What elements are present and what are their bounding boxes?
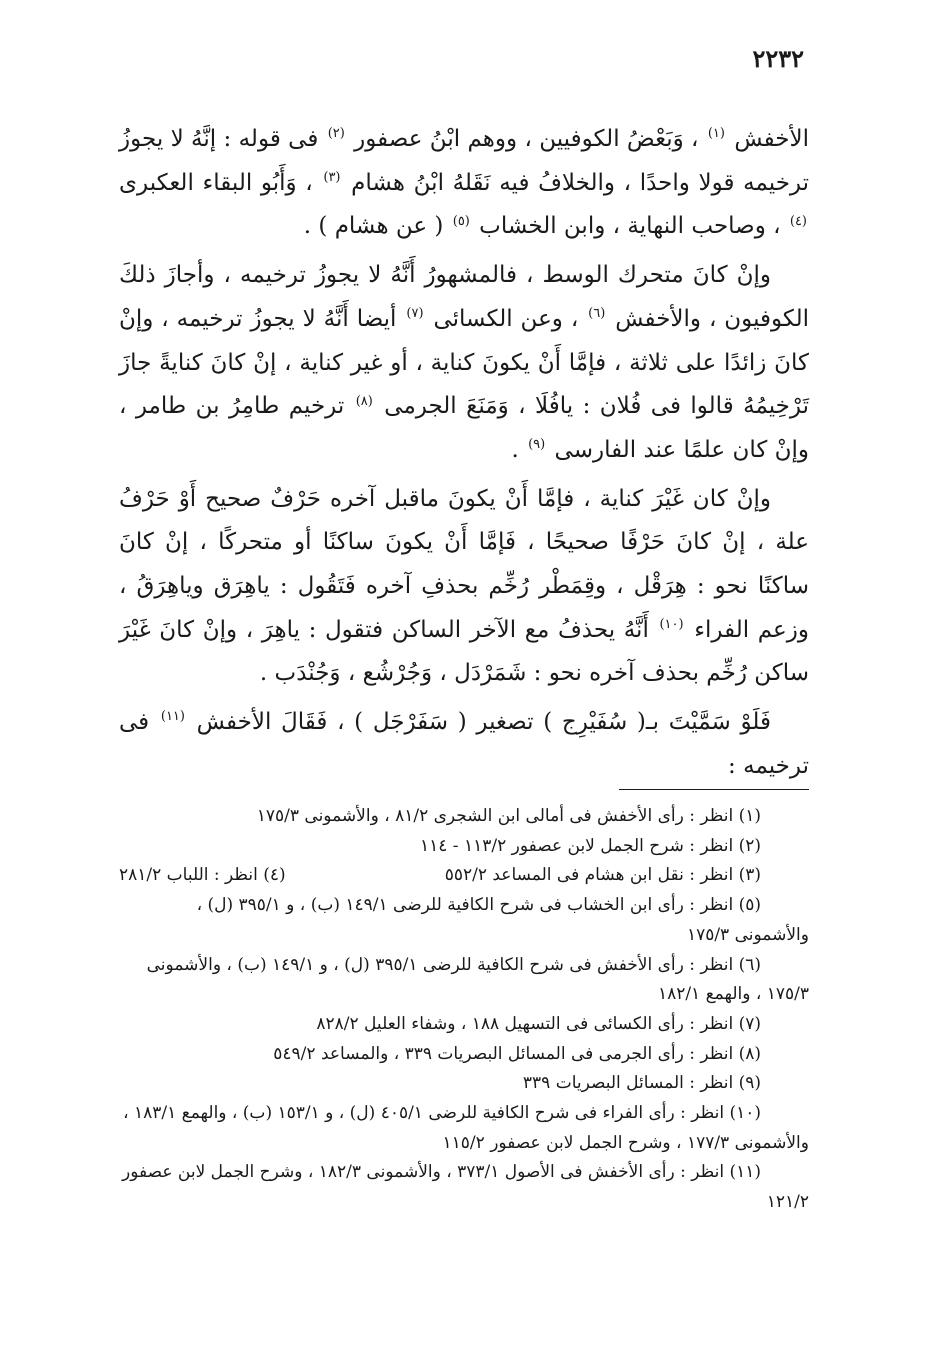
paragraph (119, 254, 809, 473)
paragraph-text: فَلَوْ سَمَّيْتَ بـ( سُفَيْرِج ) تصغير ( سَفَرْجَل ) ، فَقَالَ الأخفش (186, 709, 771, 736)
footnote: (٤) انظر : اللباب ٢٨١/٢ (119, 865, 286, 886)
footnote: (١٠) انظر : رأى الفراء فى شرح الكافية للرضى ٤٠٥/١ (ل) ، و ١٥٣/١ (ب) ، والهمع ١٨٣/١ ، (123, 1103, 761, 1124)
paragraph-text: أَنَّهُ يحذفُ مع الآخر الساكن فتقول : ياهِرَ ، وإنْ كانَ غَيْرَ ساكن رُخِّم بحذف آخره نحو : شَمَرْدَل ، وَجُرْشُع ، وَجُنْدَب . (119, 616, 809, 687)
footnote-continuation: ١٢١/٢ (766, 1192, 809, 1213)
footnote-divider (619, 789, 809, 790)
paragraph-text: ترخيم طامِرُ بن طامر ، وإنْ كان علمًا عند الفارسى (119, 393, 809, 463)
footnote-ref: (٦) (588, 306, 606, 322)
footnote-pair (119, 861, 809, 891)
paragraph-text: فى ترخيمه : (119, 709, 809, 779)
footnotes-section (119, 802, 809, 1218)
footnote-continuation: ١٧٥/٣ ، والهمع ١٨٢/١ (657, 984, 809, 1005)
footnote: (١) انظر : رأى الأخفش فى أمالى ابن الشجرى ٨١/٢ ، والأشمونى ١٧٥/٣ (256, 806, 761, 826)
paragraph-text: الأخفش (726, 126, 809, 152)
footnote-continuation: والأشمونى ١٧٧/٣ ، وشرح الجمل لابن عصفور ١١٥/٢ (442, 1132, 809, 1153)
page-number: ٢٢٣٢ (752, 44, 804, 73)
footnote-ref: (٢) (327, 126, 345, 142)
footnote-ref: (١١) (160, 709, 185, 725)
footnote-continuation: والأشمونى ١٧٥/٣ (686, 924, 809, 945)
paragraph-text: وإنْ كان غَيْرَ كناية ، فإمَّا أَنْ يكونَ ماقبل آخره حَرْفٌ صحيح أَوْ حَرْفُ علة ، إنْ كانَ حَرْفًا صحيحًا ، فَإمَّا أَنْ يكونَ ساكنًا أو متحركًا ، إنْ كانَ ساكنًا نحو : هِرَقْل ، وقِمَطْر رُخِّم بحذفِ آخره فَتَقُول : ياهِرَق وياهِرَقُ ، وزعم الفراء (119, 485, 809, 643)
footnote: (٢) انظر : شرح الجمل لابن عصفور ١١٣/٢ - ١١٤ (419, 835, 761, 856)
footnote: (٩) انظر : المسائل البصريات ٣٣٩ (522, 1073, 761, 1094)
paragraph (119, 118, 809, 249)
footnote-ref: (٣) (323, 170, 341, 186)
paragraph-text: ( عن هشام ) . (303, 213, 451, 240)
paragraph-text: أيضا أَنَّهُ لا يجوزُ ترخيمه ، وإنْ كانَ زائدًا على ثلاثة ، فإمَّا أَنْ يكونَ كناية ، أو غير كناية ، إنْ كانَ كنايةً جازَ تَرْخِيمُهُ قالوا فى فُلان : يافُلَا ، وَمَنَعَ الجرمى (119, 305, 809, 420)
footnote: (٨) انظر : رأى الجرمى فى المسائل البصريات ٣٣٩ ، والمساعد ٥٤٩/٢ (273, 1043, 761, 1064)
footnote-ref: (٩) (528, 437, 546, 453)
paragraph (119, 701, 809, 788)
footnote: (٥) انظر : رأى ابن الخشاب فى شرح الكافية للرضى ١٤٩/١ (ب) ، و ٣٩٥/١ (ل) ، (196, 895, 761, 916)
footnote-ref: (٤) (789, 213, 807, 229)
paragraph-text: ، وَبَعْضُ الكوفيين ، ووهم ابْنُ عصفور (346, 126, 706, 152)
footnote-ref: (٨) (355, 393, 373, 409)
footnote: (٣) انظر : نقل ابن هشام فى المساعد ٥٥٢/٢ (444, 865, 761, 886)
paragraph-text: فى قوله : إنَّهُ لا يجوزُ ترخيمه قولا واحدًا ، والخلافُ فيه نَقَلهُ ابْنُ هشام (119, 126, 809, 196)
footnote: (١١) انظر : رأى الأخفش فى الأصول ٣٧٣/١ ، والأشمونى ١٨٢/٣ ، وشرح الجمل لابن عصفور (122, 1162, 761, 1183)
footnote: (٦) انظر : رأى الأخفش فى شرح الكافية للرضى ٣٩٥/١ (ل) ، و ١٤٩/١ (ب) ، والأشمونى (146, 954, 761, 975)
paragraph-text: ، وعن الكسائى (425, 305, 587, 332)
footnote-ref: (٥) (452, 213, 470, 229)
paragraph-text: ، وصاحب النهاية ، وابن الخشاب (471, 213, 788, 240)
footnote-ref: (١) (707, 126, 725, 142)
footnote: (٧) انظر : رأى الكسائى فى التسهيل ١٨٨ ، وشفاء العليل ٨٢٨/٢ (316, 1013, 761, 1034)
footnote-ref: (١٠) (659, 617, 684, 633)
paragraph-text: وإنْ كانَ متحرك الوسط ، فالمشهورُ أَنَّهُ لا يجوزُ ترخيمه ، وأجازَ ذلكَ الكوفيون ، والأخفش (119, 262, 809, 332)
paragraph (119, 478, 809, 697)
footnote-ref: (٧) (406, 306, 424, 322)
paragraph-text: . (511, 436, 527, 463)
paragraph-text: ، وَأَبُو البقاء العكبرى (119, 169, 322, 196)
main-text-body (119, 118, 809, 789)
